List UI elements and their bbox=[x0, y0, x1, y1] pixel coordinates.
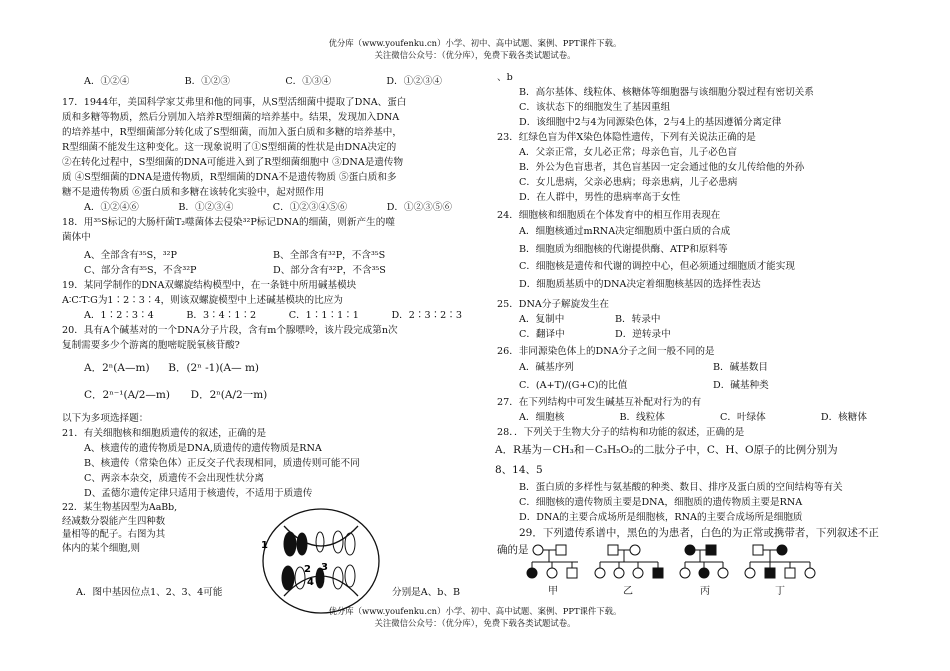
question-19 bbox=[62, 278, 462, 308]
multi-choice-title: 以下为多项选择题： bbox=[62, 413, 149, 424]
header-top bbox=[0, 37, 950, 61]
chromosome-group-top bbox=[284, 531, 355, 556]
header-bottom-line1: 优分库（www.youfenku.cn）小学、初中、高中试题、案例、PPT课件下载。 bbox=[328, 606, 622, 616]
female-affected bbox=[699, 568, 709, 578]
q27-option-b: B．线粒体 bbox=[619, 412, 665, 423]
q27-option-d: D．核糖体 bbox=[820, 412, 867, 423]
cell-membrane bbox=[263, 509, 379, 613]
q22-option-a-end: 分别是A、b、B bbox=[392, 587, 461, 598]
female-normal bbox=[718, 568, 728, 578]
question-18 bbox=[62, 215, 462, 245]
q18-options-row1 bbox=[62, 248, 462, 263]
q24-option-a: A．细胞核通过mRNA决定细胞质中蛋白质的合成 bbox=[519, 226, 731, 237]
q17-line: R型细菌不能发生这种变化。这一现象说明了①S型细菌的性状是由DNA决定的 bbox=[62, 142, 397, 153]
q19-line: A∶C∶T∶G为1∶2∶3∶4，则该双螺旋模型中上述碱基模块的比应为 bbox=[62, 295, 343, 306]
female-normal bbox=[805, 568, 815, 578]
q19-options bbox=[62, 308, 462, 323]
q28-option-d: D．DNA的主要合成场所是细胞核，RNA的主要合成场所是细胞质 bbox=[519, 512, 803, 523]
chromosome bbox=[282, 566, 294, 590]
female-normal bbox=[595, 568, 605, 578]
q20-option-c: C．2ⁿ⁻¹(A/2—m) bbox=[84, 389, 170, 401]
male-normal bbox=[567, 568, 577, 578]
question-21: 21．有关细胞核和细胞质遗传的叙述，正确的是 bbox=[62, 428, 267, 439]
chromosome bbox=[345, 565, 355, 587]
question-17 bbox=[62, 95, 462, 200]
q18-option-c: C、部分含有³⁵S，不含³²P bbox=[84, 265, 197, 276]
figure-label-3: 3 bbox=[321, 562, 328, 573]
pedigree-label-bing: 丙 bbox=[700, 586, 710, 597]
q21-option-d: D、孟德尔遗传定律只适用于核遗传，不适用于质遗传 bbox=[84, 488, 313, 499]
q18-line: 菌体中 bbox=[62, 232, 91, 243]
pedigree-yi bbox=[595, 545, 663, 578]
pedigree-label-ding: 丁 bbox=[775, 586, 785, 597]
pedigree-ding bbox=[745, 545, 815, 578]
q21-options bbox=[62, 441, 462, 501]
q22-continuation: 、b bbox=[497, 72, 513, 83]
q18-line: 18．用³⁵S标记的大肠杆菌T₂噬菌体去侵染³²P标记DNA的细菌，则新产生的噬 bbox=[62, 217, 395, 228]
question-29: 29．下列遗传系谱中，黑色的为患者，白色的为正常或携带者，下列叙述不正 bbox=[519, 527, 879, 539]
q25-option-c: C．翻译中 bbox=[519, 329, 565, 340]
q26-options-row1 bbox=[497, 359, 907, 377]
q19-option-d: D．2∶3∶2∶3 bbox=[391, 310, 462, 321]
q28-option-b: B．蛋白质的多样性与氨基酸的种类、数目、排序及蛋白质的空间结构等有关 bbox=[519, 482, 843, 493]
q17-line: 质和多糖等物质，然后分别加入培养R型细菌的培养基中。结果，发现加入DNA bbox=[62, 112, 400, 123]
q19-line: 19．某同学制作的DNA双螺旋结构模型中，在一条链中所用碱基模块 bbox=[62, 280, 357, 291]
q22-option-c: C．该状态下的细胞发生了基因重组 bbox=[519, 102, 671, 113]
pedigree-label-jia: 甲 bbox=[548, 586, 558, 597]
question-27: 27．在下列结构中可发生碱基互补配对行为的有 bbox=[497, 397, 702, 408]
female-normal bbox=[745, 568, 755, 578]
header-top-line2: 关注微信公众号：（优分库），免费下载各类试题试卷。 bbox=[374, 50, 576, 60]
q22-line: 22．某生物基因型为AaBb, bbox=[62, 502, 178, 513]
pedigree-bing bbox=[680, 545, 728, 578]
pedigree-jia bbox=[527, 545, 578, 578]
q20-option-a: A．2ⁿ(A—m) bbox=[84, 362, 150, 374]
q17-option-a: A．①②④⑥ bbox=[84, 202, 139, 213]
q17-option-d: D．①②③⑤⑥ bbox=[386, 202, 452, 213]
male-affected bbox=[765, 568, 775, 578]
q22-option-a-text: A．图中基因位点1、2、3、4可能 bbox=[76, 587, 223, 598]
q22-option-d: D．该细胞中2与4为同源染色体，2与4上的基因遵循分离定律 bbox=[519, 117, 782, 128]
q22-option-a bbox=[76, 585, 222, 600]
right-column bbox=[497, 70, 907, 559]
female-affected bbox=[777, 545, 787, 555]
chromosome bbox=[284, 532, 296, 556]
q20-option-b: B．(2ⁿ -1)(A— m) bbox=[168, 362, 260, 374]
q27-option-a: A．细胞核 bbox=[519, 412, 565, 423]
figure-label-2: 2 bbox=[304, 564, 311, 575]
female-affected bbox=[685, 545, 695, 555]
pedigree-charts bbox=[520, 542, 820, 600]
q26-option-a: A．碱基序列 bbox=[519, 362, 574, 373]
q21-option-b: B、核遗传（常染色体）正反交子代表现相同，质遗传则可能不同 bbox=[84, 458, 360, 469]
figure-label-4: 4 bbox=[307, 577, 314, 588]
male-normal bbox=[753, 545, 763, 555]
q26-option-b: B．碱基数目 bbox=[713, 362, 769, 373]
female-normal bbox=[680, 568, 690, 578]
q22-option-a-continued bbox=[392, 585, 460, 600]
female-normal bbox=[633, 568, 643, 578]
q17-options bbox=[62, 200, 462, 215]
q24-option-d: D．细胞质基质中的DNA决定着细胞核基因的选择性表达 bbox=[519, 278, 761, 290]
q28-option-a-cont: 8、14、5 bbox=[495, 464, 543, 476]
male-normal bbox=[556, 545, 566, 555]
q26-option-d: D．碱基种类 bbox=[713, 380, 769, 391]
q26-option-c: C．(A+T)/(G+C)的比值 bbox=[519, 380, 628, 391]
question-20 bbox=[62, 323, 462, 353]
q20-line: 复制需要多少个游离的胞嘧啶脱氧核苷酸? bbox=[62, 340, 240, 351]
chromosome bbox=[345, 533, 355, 555]
question-25: 25．DNA分子解旋发生在 bbox=[497, 299, 609, 310]
q24-option-b: B．细胞质为细胞核的代谢提供酶、ATP和原料等 bbox=[519, 243, 728, 255]
q16-option-b: B．①②③ bbox=[184, 76, 231, 87]
female-normal bbox=[630, 545, 640, 555]
female-affected bbox=[527, 568, 537, 578]
female-normal bbox=[614, 568, 624, 578]
q20-options-row1 bbox=[62, 361, 462, 376]
q20-line: 20．具有A个碱基对的一个DNA分子片段，含有m个腺嘌呤，该片段完成第n次 bbox=[62, 325, 398, 336]
header-bottom bbox=[0, 605, 950, 629]
q26-options-row2 bbox=[497, 377, 907, 395]
q18-option-b: B、全部含有³²P，不含³⁵S bbox=[273, 250, 386, 261]
female-normal bbox=[533, 545, 543, 555]
q18-option-a: A、全部含有³⁵S，³²P bbox=[84, 250, 177, 261]
q24-option-c: C．细胞核是遗传和代谢的调控中心，但必须通过细胞质才能实现 bbox=[519, 261, 795, 272]
chromosome bbox=[316, 532, 324, 552]
q25-option-b: B．转录中 bbox=[615, 314, 661, 325]
q17-line: 质 ④S型细菌的DNA是遗传物质，R型细菌的DNA不是遗传物质 ⑤蛋白质和多 bbox=[62, 172, 397, 183]
chromosome-group-bottom bbox=[282, 565, 355, 590]
male-normal bbox=[608, 545, 618, 555]
q22-line: 量相等的配子。右图为其 bbox=[62, 529, 166, 540]
q27-option-c: C．叶绿体 bbox=[720, 412, 766, 423]
q16-option-a: A．①②④ bbox=[84, 76, 130, 87]
q17-line: 的培养基中，R型细菌部分转化成了S型细菌，而加入蛋白质和多糖的培养基中， bbox=[62, 127, 402, 138]
q22-line: 体内的某个细胞,则 bbox=[62, 542, 140, 554]
q28-option-c: C．细胞核的遗传物质主要是DNA，细胞质的遗传物质主要是RNA bbox=[519, 497, 803, 508]
q21-option-a: A、核遗传的遗传物质是DNA,质遗传的遗传物质是RNA bbox=[84, 443, 322, 454]
q16-option-c: C．①③④ bbox=[285, 76, 332, 87]
header-top-line1: 优分库（www.youfenku.cn）小学、初中、高中试题、案例、PPT课件下载。 bbox=[328, 38, 622, 48]
q17-option-b: B．①②③④ bbox=[178, 202, 234, 213]
q17-option-c: C．①②③④⑤⑥ bbox=[272, 202, 348, 213]
cell-division-figure bbox=[258, 506, 384, 616]
q28-option-a: A．R基为－CH₃和－C₃H₅O₂的二肽分子中，C、H、O原子的比例分别为 bbox=[495, 444, 838, 456]
q17-line: 糖不是遗传物质 ⑥蛋白质和多糖在该转化实验中，起对照作用 bbox=[62, 187, 325, 198]
pedigree-label-yi: 乙 bbox=[623, 586, 633, 597]
male-normal bbox=[785, 568, 795, 578]
chromosome bbox=[297, 533, 307, 555]
q17-line: 17．1944年，美国科学家艾弗里和他的同事，从S型活细菌中提取了DNA、蛋白 bbox=[62, 97, 407, 108]
q25-option-a: A．复制中 bbox=[519, 314, 565, 325]
q25-options-row1 bbox=[497, 312, 907, 327]
q23-option-c: C．女儿患病，父亲必患病；母亲患病，儿子必患病 bbox=[519, 177, 738, 188]
q16-options bbox=[62, 74, 462, 89]
question-23: 23．红绿色盲为伴X染色体隐性遗传，下列有关说法正确的是 bbox=[497, 132, 756, 143]
male-affected bbox=[653, 568, 663, 578]
q19-option-a: A．1∶2∶3∶4 bbox=[84, 310, 154, 321]
q27-options bbox=[497, 410, 907, 425]
question-24: 24．细胞核和细胞质在个体发育中的相互作用表现在 bbox=[497, 210, 721, 221]
male-affected bbox=[706, 545, 716, 555]
q20-option-d: D．2ⁿ(A/2一m) bbox=[190, 389, 268, 401]
q23-option-b: B．外公为色盲患者，其色盲基因一定会通过他的女儿传给他的外孙 bbox=[519, 162, 805, 173]
q23-option-d: D．在人群中，男性的患病率高于女性 bbox=[519, 192, 681, 203]
q22-line: 经减数分裂能产生四种数 bbox=[62, 515, 166, 527]
q16-option-d: D．①②③④ bbox=[386, 76, 442, 87]
q18-option-d: D、部分含有³²P，不含³⁵S bbox=[273, 265, 386, 276]
q19-option-c: C．1∶1∶1∶1 bbox=[288, 310, 359, 321]
q21-option-c: C、两亲本杂交，质遗传不会出现性状分离 bbox=[84, 473, 265, 484]
q25-option-d: D．逆转录中 bbox=[615, 329, 671, 340]
figure-label-1: 1 bbox=[261, 540, 268, 551]
q18-options-row2 bbox=[62, 263, 462, 278]
q20-options-row2 bbox=[62, 388, 462, 403]
header-bottom-line2: 关注微信公众号：（优分库），免费下载各类试题试卷。 bbox=[374, 618, 576, 628]
q23-option-a: A．父亲正常，女儿必正常；母亲色盲，儿子必色盲 bbox=[519, 147, 737, 158]
left-column bbox=[62, 74, 462, 555]
q22-option-b: B．高尔基体、线粒体、核糖体等细胞器与该细胞分裂过程有密切关系 bbox=[519, 87, 814, 98]
q17-line: ②在转化过程中，S型细菌的DNA可能进入到了R型细菌细胞中 ③DNA是遗传物 bbox=[62, 157, 404, 168]
q19-option-b: B．3∶4∶1∶2 bbox=[186, 310, 257, 321]
female-normal bbox=[547, 568, 557, 578]
question-26: 26．非同源染色体上的DNA分子之间一般不同的是 bbox=[497, 346, 715, 357]
q25-options-row2 bbox=[497, 327, 907, 342]
question-29-cont: 确的是 bbox=[497, 544, 529, 556]
question-28: 28．．下列关于生物大分子的结构和功能的叙述，正确的是 bbox=[497, 427, 745, 438]
